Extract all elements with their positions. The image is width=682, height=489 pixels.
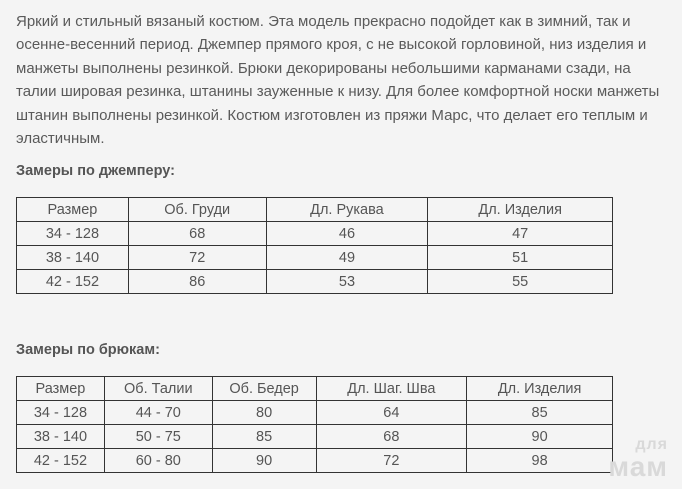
- product-description: Яркий и стильный вязаный костюм. Эта модель прекрасно подойдет как в зимний, так и осенне-весенний период. Джемпер прямого кроя, с не высокой горловиной, низ изделия и манжеты выполнены резинкой. Брюки декорированы небольшими карманами сзади, на талии шировая резинка, штанины зауженные к низу. Для более комфортной носки манжеты штанин выполнены резинкой. Костюм изготовлен из пряжи Марс, что делает его теплым и эластичным.: [16, 13, 660, 148]
- table-cell: 72: [128, 246, 266, 270]
- column-header-size: Размер: [17, 377, 105, 401]
- table-row: [17, 246, 613, 270]
- table-cell: 55: [428, 270, 613, 294]
- table-cell: 47: [428, 222, 613, 246]
- table-cell: 51: [428, 246, 613, 270]
- site-watermark: [608, 437, 668, 481]
- table-cell: 72: [316, 449, 467, 473]
- table-cell: 64: [316, 401, 467, 425]
- table-row: [17, 425, 613, 449]
- table-cell: 85: [467, 401, 613, 425]
- table-header-row: [17, 377, 613, 401]
- watermark-line-1: для: [635, 436, 668, 453]
- table-cell: 44 - 70: [104, 401, 212, 425]
- table-row: [17, 270, 613, 294]
- table-row: [17, 449, 613, 473]
- table-row: [17, 222, 613, 246]
- watermark-line-2: мам: [608, 451, 668, 482]
- table-cell: 50 - 75: [104, 425, 212, 449]
- column-header-item-length: Дл. Изделия: [467, 377, 613, 401]
- table-cell: 60 - 80: [104, 449, 212, 473]
- column-header-sleeve-length: Дл. Рукава: [266, 198, 428, 222]
- table-cell: 90: [467, 425, 613, 449]
- table-cell: 42 - 152: [17, 270, 129, 294]
- table-header-row: [17, 198, 613, 222]
- table-cell: 68: [128, 222, 266, 246]
- jumper-measurements-heading: Замеры по джемперу:: [16, 163, 175, 179]
- column-header-item-length: Дл. Изделия: [428, 198, 613, 222]
- table-cell: 53: [266, 270, 428, 294]
- trousers-measurements-heading: Замеры по брюкам:: [16, 342, 160, 358]
- table-cell: 98: [467, 449, 613, 473]
- table-cell: 34 - 128: [17, 222, 129, 246]
- table-cell: 34 - 128: [17, 401, 105, 425]
- table-cell: 85: [212, 425, 316, 449]
- column-header-waist: Об. Талии: [104, 377, 212, 401]
- column-header-inseam-length: Дл. Шаг. Шва: [316, 377, 467, 401]
- table-cell: 90: [212, 449, 316, 473]
- table-row: [17, 401, 613, 425]
- table-cell: 68: [316, 425, 467, 449]
- column-header-chest: Об. Груди: [128, 198, 266, 222]
- trousers-size-table: [16, 376, 613, 473]
- table-cell: 49: [266, 246, 428, 270]
- table-cell: 38 - 140: [17, 425, 105, 449]
- table-cell: 42 - 152: [17, 449, 105, 473]
- table-cell: 86: [128, 270, 266, 294]
- column-header-size: Размер: [17, 198, 129, 222]
- table-cell: 38 - 140: [17, 246, 129, 270]
- table-cell: 46: [266, 222, 428, 246]
- table-cell: 80: [212, 401, 316, 425]
- jumper-size-table: [16, 197, 613, 294]
- column-header-hips: Об. Бедер: [212, 377, 316, 401]
